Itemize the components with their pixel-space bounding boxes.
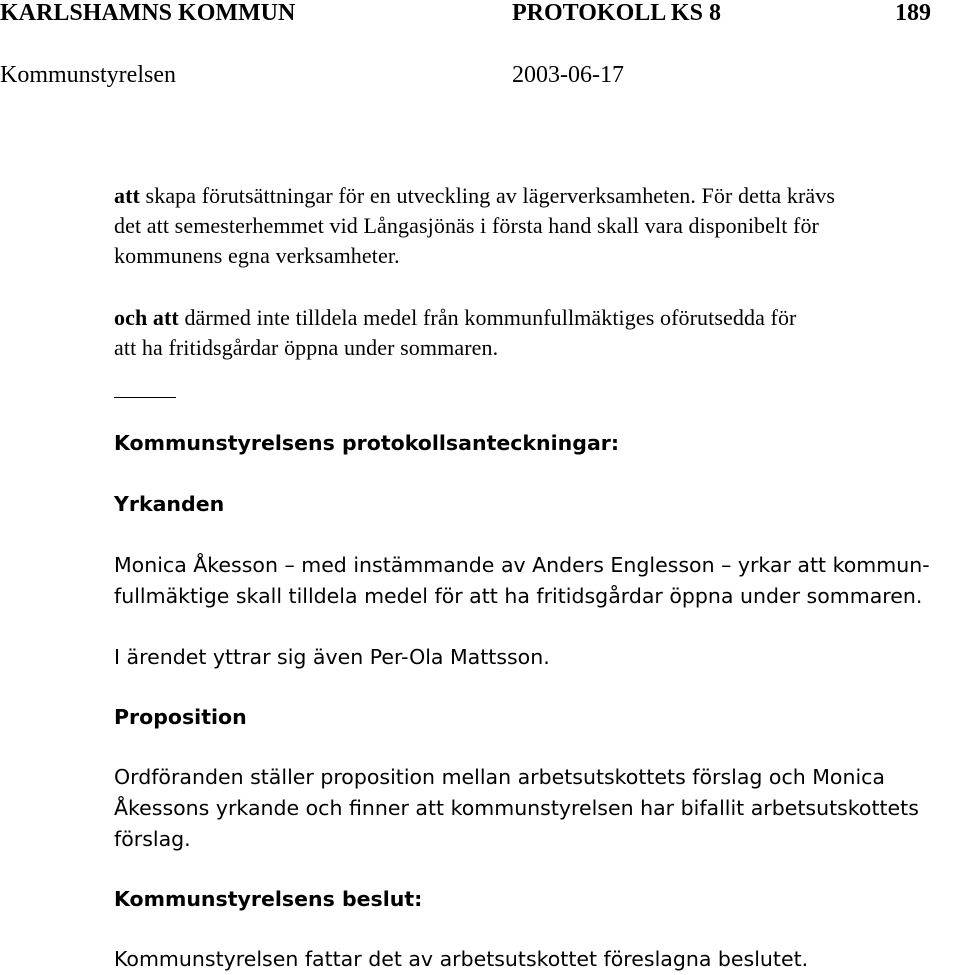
proposition-heading: Proposition xyxy=(114,705,247,729)
decision-line-4: och att därmed inte tilldela medel från kommunfullmäktiges oförutsedda för xyxy=(114,305,797,330)
yrkanden-line-1: Monica Åkesson – med instämmande av Anders Englesson – yrkar att kommun- xyxy=(114,553,930,577)
also-speaks-line: I ärendet yttrar sig även Per-Ola Mattsson. xyxy=(114,645,550,669)
yrkanden-line-2: fullmäktige skall tilldela medel för att ha fritidsgårdar öppna under sommaren. xyxy=(114,584,923,608)
section-divider xyxy=(114,397,176,398)
och-att-keyword: och att xyxy=(114,305,179,330)
final-decision-heading: Kommunstyrelsens beslut: xyxy=(114,887,423,911)
proposition-line-3: förslag. xyxy=(114,827,191,851)
decision-line-3: kommunens egna verksamheter. xyxy=(114,243,400,268)
committee-name: Kommunstyrelsen xyxy=(0,62,176,88)
notes-heading: Kommunstyrelsens protokollsanteckningar: xyxy=(114,431,620,455)
proposition-line-2: Åkessons yrkande och finner att kommunstyrelsen har bifallit arbetsutskottets xyxy=(114,796,919,820)
document-title: PROTOKOLL KS 8 xyxy=(512,0,721,26)
proposition-line-1: Ordföranden ställer proposition mellan arbetsutskottets förslag och Monica xyxy=(114,765,885,789)
decision-line-1: att skapa förutsättningar för en utveckling av lägerverksamheten. För detta krävs xyxy=(114,183,836,208)
yrkanden-heading: Yrkanden xyxy=(114,492,225,516)
decision-line-2: det att semesterhemmet vid Långasjönäs i första hand skall vara disponibelt för xyxy=(114,213,819,238)
org-name: KARLSHAMNS KOMMUN xyxy=(0,0,296,26)
page-number: 189 xyxy=(895,0,931,26)
final-decision-text: Kommunstyrelsen fattar det av arbetsutskottet föreslagna beslutet. xyxy=(114,947,809,971)
meeting-date: 2003-06-17 xyxy=(512,62,624,88)
att-keyword: att xyxy=(114,183,140,208)
decision-line-5: att ha fritidsgårdar öppna under sommaren. xyxy=(114,335,499,360)
